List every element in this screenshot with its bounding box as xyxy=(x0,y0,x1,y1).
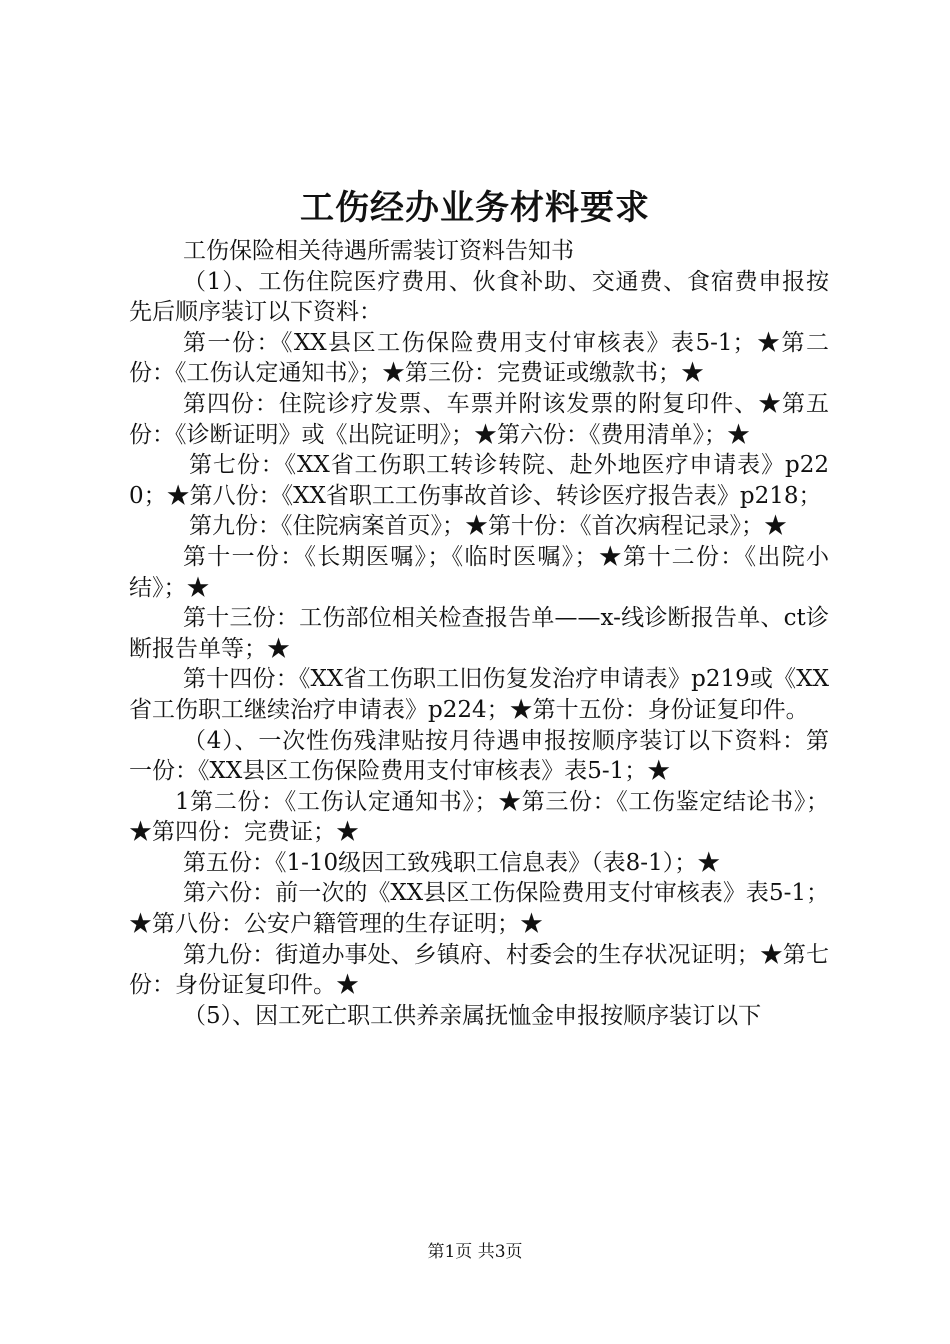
paragraph-item: 第十三份：工伤部位相关检查报告单——x-线诊断报告单、ct诊断报告单等；★ xyxy=(129,605,829,662)
paragraph-item: 1第二份：《工伤认定通知书》；★第三份：《工伤鉴定结论书》；★第四份：完费证；★ xyxy=(129,788,829,846)
paragraph-item: 第四份：住院诊疗发票、车票并附该发票的附复印件、★第五份：《诊断证明》或《出院证明》；★第六份：《费用清单》；★ xyxy=(129,390,829,448)
paragraph-item: 第一份：《XX县区工伤保险费用支付审核表》表5-1；★第二份：《工伤认定通知书》；★第三份：完费证或缴款书；★ xyxy=(129,329,829,387)
document-body xyxy=(129,236,829,1031)
paragraph-section-5: （5）、因工死亡职工供养亲属抚恤金申报按顺序装订以下 xyxy=(183,1002,762,1029)
page-indicator: 第1页 共3页 xyxy=(427,1242,523,1262)
paragraph-section-1: （1）、工伤住院医疗费用、伙食补助、交通费、食宿费申报按先后顺序装订以下资料： xyxy=(129,268,829,326)
paragraph-item: 第五份：《1-10级因工致残职工信息表》（表8-1）；★ xyxy=(183,849,721,876)
paragraph-item: 第十四份：《XX省工伤职工旧伤复发治疗申请表》p219或《XX省工伤职工继续治疗申请表》p224；★第十五份：身份证复印件。 xyxy=(129,666,829,723)
paragraph-notice-heading: 工伤保险相关待遇所需装订资料告知书 xyxy=(183,238,574,264)
paragraph-item: 第十一份：《长期医嘱》；《临时医嘱》；★第十二份：《出院小结》；★ xyxy=(129,543,829,601)
paragraph-item: 第六份：前一次的《XX县区工伤保险费用支付审核表》表5-1；★第八份：公安户籍管理的生存证明；★ xyxy=(129,880,829,938)
document-title: 工伤经办业务材料要求 xyxy=(300,188,650,228)
paragraph-item: 第七份：《XX省工伤职工转诊转院、赴外地医疗申请表》p220；★第八份：《XX省职工工伤事故首诊、转诊医疗报告表》p218； xyxy=(129,452,829,509)
paragraph-section-4: （4）、一次性伤残津贴按月待遇申报按顺序装订以下资料：第一份：《XX县区工伤保险费用支付审核表》表5-1；★ xyxy=(129,727,829,785)
paragraph-item: 第九份：街道办事处、乡镇府、村委会的生存状况证明；★第七份：身份证复印件。★ xyxy=(129,941,829,999)
paragraph-item: 第九份：《住院病案首页》；★第十份：《首次病程记录》；★ xyxy=(189,513,787,540)
